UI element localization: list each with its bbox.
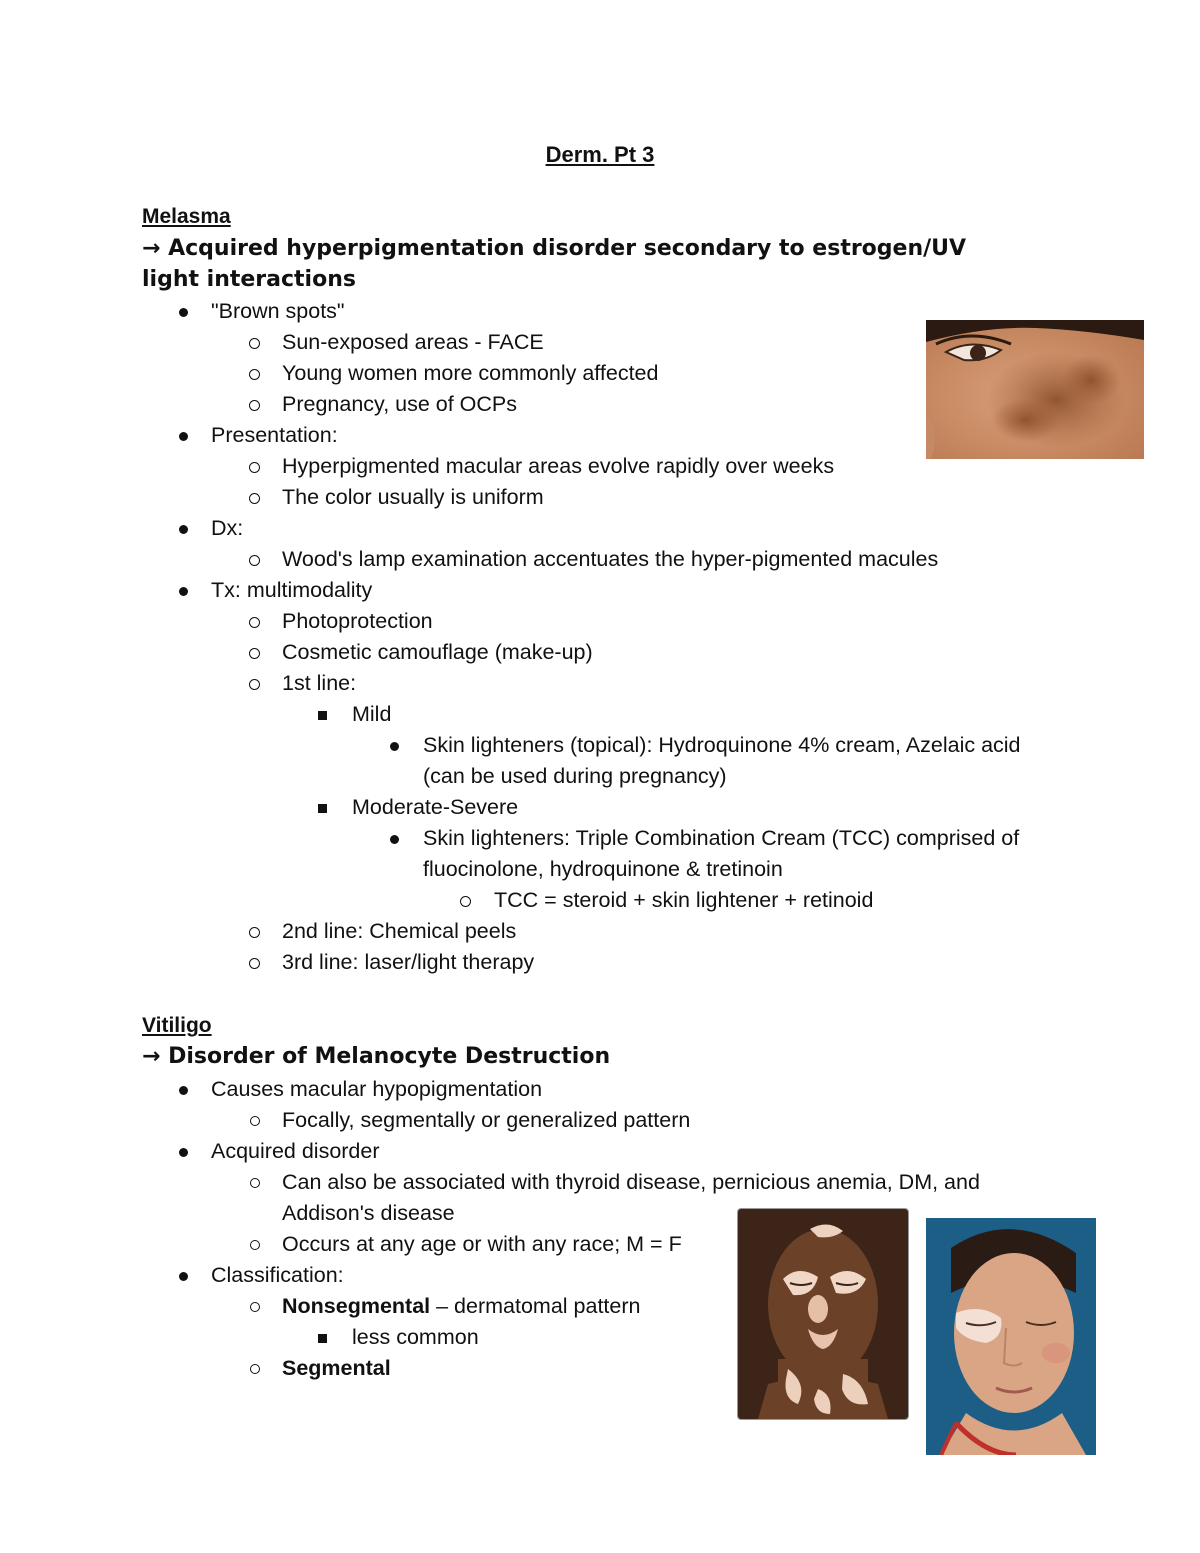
list-item-classification: Classification: — [211, 1263, 344, 1287]
list-item-pregnancy: Pregnancy, use of OCPs — [282, 392, 518, 416]
list-item-hyperpigmented: Hyperpigmented macular areas evolve rapidly over weeks — [282, 454, 835, 478]
bullet-circle — [249, 493, 260, 504]
vitiligo-face-photo-2 — [926, 1218, 1096, 1455]
bullet-disc — [179, 308, 188, 317]
bullet-circle — [249, 648, 260, 659]
bullet-circle — [249, 555, 260, 566]
list-item-nonsegmental — [282, 1291, 640, 1322]
list-item-associated: Can also be associated with thyroid disease, pernicious anemia, DM, and Addison's disease — [282, 1170, 980, 1225]
list-item-any-age: Occurs at any age or with any race; M = F — [282, 1232, 682, 1256]
list-item-young-women: Young women more commonly affected — [282, 361, 659, 385]
bullet-circle — [250, 1240, 260, 1250]
bullet-circle — [249, 462, 260, 473]
nonsegmental-description: – dermatomal pattern — [430, 1294, 641, 1318]
bullet-disc — [179, 1086, 188, 1095]
melasma-description: → Acquired hyperpigmentation disorder secondary to estrogen/UV light interactions — [142, 236, 967, 292]
list-item-causes: Causes macular hypopigmentation — [211, 1077, 543, 1101]
bullet-disc — [390, 835, 399, 844]
list-item-third-line: 3rd line: laser/light therapy — [282, 950, 535, 974]
vitiligo-heading: Vitiligo — [142, 1014, 212, 1037]
bullet-circle — [249, 927, 260, 938]
bullet-square — [318, 1334, 327, 1343]
nonsegmental-label: Nonsegmental — [282, 1294, 431, 1318]
list-item-dx: Dx: — [211, 516, 244, 540]
bullet-disc — [179, 432, 188, 441]
list-item-color: The color usually is uniform — [282, 485, 544, 509]
bullet-square — [318, 711, 327, 720]
bullet-disc — [390, 742, 399, 751]
bullet-circle — [250, 1364, 260, 1374]
bullet-circle — [249, 958, 260, 969]
bullet-disc — [179, 1148, 188, 1157]
list-item-camouflage: Cosmetic camouflage (make-up) — [282, 640, 593, 664]
bullet-circle — [460, 896, 471, 907]
list-item-skin-lighteners-topical: Skin lighteners (topical): Hydroquinone 4% cream, Azelaic acid (can be used during pregnancy) — [423, 733, 1021, 788]
bullet-circle — [249, 400, 260, 411]
page-title: Derm. Pt 3 — [545, 142, 655, 167]
bullet-square — [318, 804, 327, 813]
bullet-circle — [249, 369, 260, 380]
list-item-woods-lamp: Wood's lamp examination accentuates the hyper-pigmented macules — [282, 547, 939, 571]
list-item-first-line: 1st line: — [282, 671, 357, 695]
bullet-circle — [250, 1116, 260, 1126]
melasma-heading: Melasma — [142, 205, 231, 228]
list-item-mild: Mild — [352, 702, 392, 726]
bullet-circle — [250, 1178, 260, 1188]
bullet-circle — [249, 679, 260, 690]
list-item-moderate-severe: Moderate-Severe — [352, 795, 519, 819]
list-item-focally: Focally, segmentally or generalized pattern — [282, 1108, 691, 1132]
vitiligo-face-photo-1 — [737, 1208, 909, 1420]
list-item-second-line: 2nd line: Chemical peels — [282, 919, 517, 943]
melasma-face-photo — [926, 320, 1144, 459]
bullet-disc — [179, 587, 188, 596]
bullet-disc — [179, 1272, 188, 1281]
list-item-sun-exposed: Sun-exposed areas - FACE — [282, 330, 544, 354]
bullet-circle — [249, 617, 260, 628]
list-item-tx: Tx: multimodality — [211, 578, 373, 602]
list-item-tcc: Skin lighteners: Triple Combination Cream (TCC) comprised of fluocinolone, hydroquinone & tretinoin — [423, 826, 1020, 881]
list-item-segmental: Segmental — [282, 1356, 391, 1380]
list-item-less-common: less common — [352, 1325, 479, 1349]
list-item-tcc-equation: TCC = steroid + skin lightener + retinoid — [494, 888, 874, 912]
bullet-circle — [249, 338, 260, 349]
list-item-photoprotection: Photoprotection — [282, 609, 433, 633]
list-item-acquired: Acquired disorder — [211, 1139, 380, 1163]
list-item-presentation: Presentation: — [211, 423, 338, 447]
list-item-brown-spots: "Brown spots" — [211, 299, 345, 323]
vitiligo-description: → Disorder of Melanocyte Destruction — [142, 1044, 611, 1069]
bullet-disc — [179, 525, 188, 534]
bullet-circle — [250, 1302, 260, 1312]
